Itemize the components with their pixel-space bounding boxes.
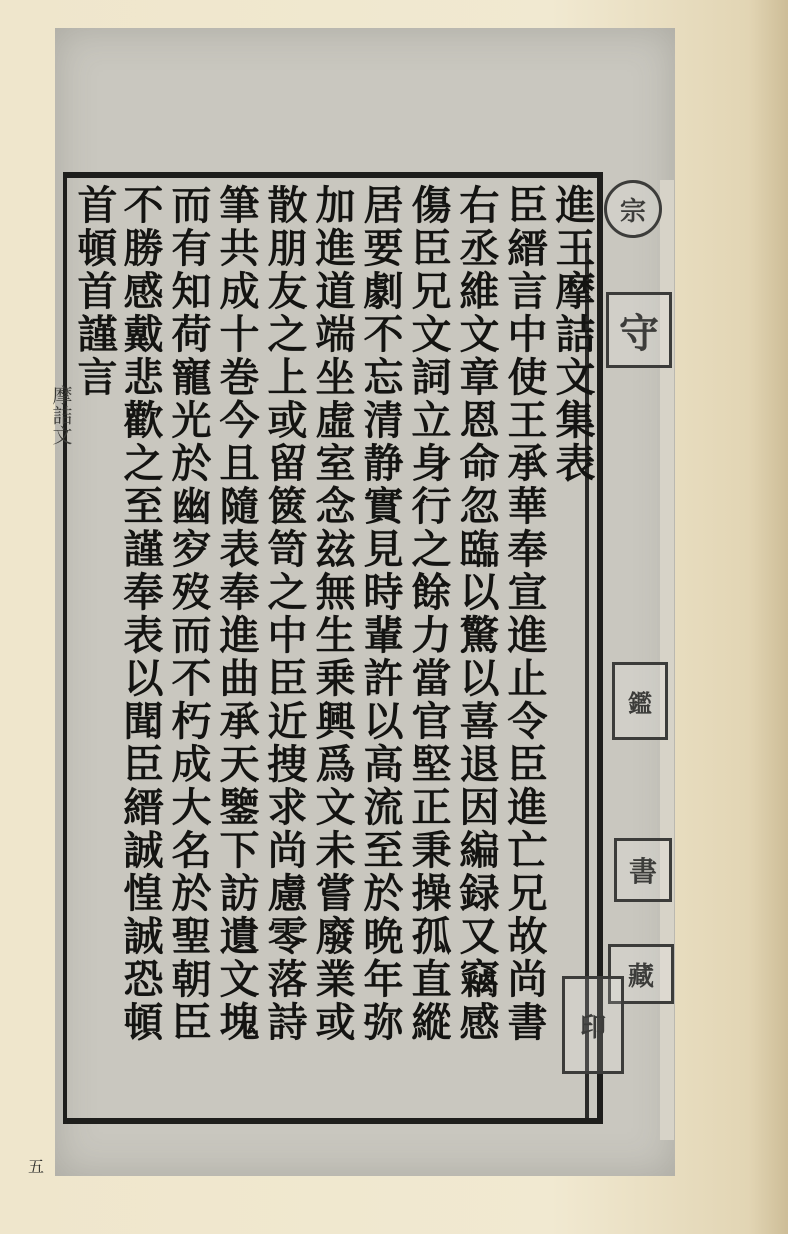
- text-column: 右丞維文章恩命忽臨以驚以喜退因編録又竊感: [453, 184, 500, 1044]
- text-column: 加進道端坐虛室念玆無生乗興爲文未嘗廢業或: [309, 184, 356, 1044]
- round-seal-icon: 宗: [604, 180, 662, 238]
- seal-stamp-icon: 鑑: [612, 662, 668, 740]
- seal-stamp-icon: 藏: [608, 944, 674, 1004]
- seal-stamp-icon: 書: [614, 838, 672, 902]
- seal-stamp-icon: 印: [562, 976, 624, 1074]
- text-column: 散朋友之上或留篋笥之中臣近捜求尚慮零落詩: [261, 184, 308, 1044]
- text-column: 臣縉言中使王承華奉宣進止令臣進亡兄故尚書: [501, 184, 548, 1044]
- text-column: 傷臣兄文詞立身行之餘力當官堅正秉操孤直縱: [405, 184, 452, 1044]
- text-column: 居要劇不忘清静實見時輩許以高流至於晩年弥: [357, 184, 404, 1044]
- text-column: 而有知荷寵光於幽穸歿而不朽成大名於聖朝臣: [165, 184, 212, 1044]
- page-number: 五: [28, 1157, 45, 1176]
- square-seal-icon: 守: [606, 292, 672, 368]
- text-columns: [70, 178, 596, 1118]
- text-column-title: 進王摩詰文集表: [549, 184, 596, 485]
- text-column: 不勝感戴悲歡之至謹奉表以聞臣縉誠惶誠恐頓: [117, 184, 164, 1044]
- fold-label: 摩詰文: [49, 385, 73, 445]
- text-column-closing: 首頓首謹言: [71, 184, 118, 399]
- text-column: 筆共成十巻今且隨表奉進曲承天鑒下訪遺文塊: [213, 184, 260, 1044]
